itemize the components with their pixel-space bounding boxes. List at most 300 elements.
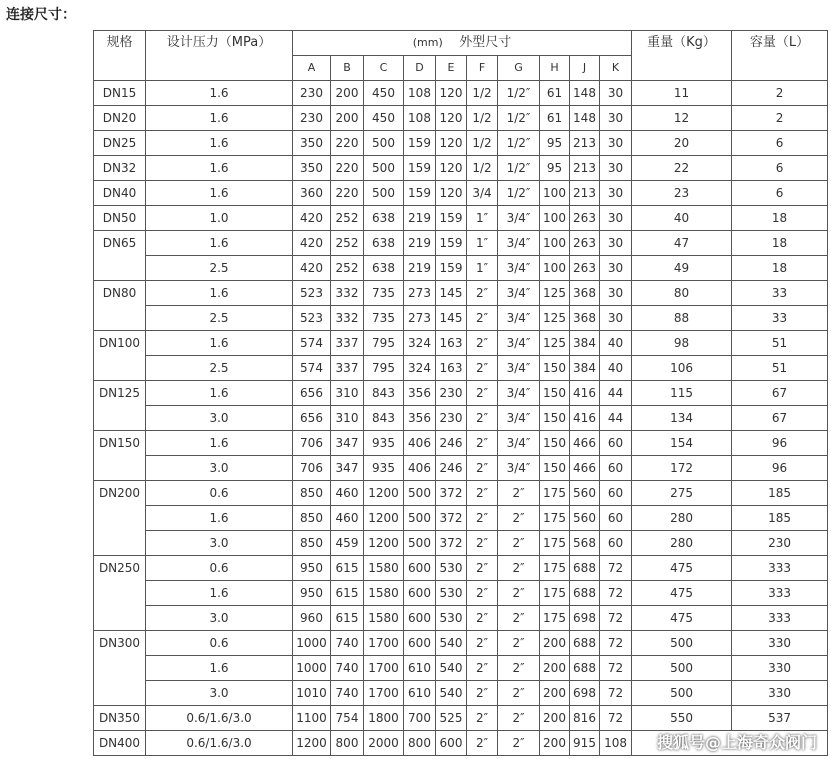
table-cell: 1/2″ [498,81,540,106]
table-cell: 843 [364,406,404,431]
table-cell: 280 [632,531,732,556]
table-cell: 23 [632,181,732,206]
table-cell: 500 [632,631,732,656]
table-cell: 656 [293,381,331,406]
header-dim-e: E [436,56,467,81]
table-cell: 185 [732,506,828,531]
table-cell: 372 [436,481,467,506]
table-cell: 200 [331,106,364,131]
table-cell: 475 [632,606,732,631]
table-row [94,306,828,331]
table-cell: 610 [404,681,436,706]
table-cell: 324 [404,331,436,356]
table-cell: 172 [632,456,732,481]
table-cell: 150 [540,406,570,431]
table-cell: 219 [404,256,436,281]
table-cell: 6 [732,181,828,206]
table-cell: 273 [404,281,436,306]
table-cell: 420 [293,256,331,281]
table-cell: 500 [364,131,404,156]
table-cell: 1.6 [146,431,293,456]
table-cell: 185 [732,481,828,506]
table-cell: 12 [632,106,732,131]
table-cell: 688 [570,656,600,681]
table-cell: 72 [600,631,632,656]
table-row [94,106,828,131]
table-cell: 2″ [467,381,498,406]
table-cell: 175 [540,506,570,531]
table-cell: 2″ [467,731,498,756]
table-cell: 330 [732,631,828,656]
table-cell: 148 [570,81,600,106]
table-cell: 1.6 [146,156,293,181]
table-cell: 3/4″ [498,281,540,306]
table-cell: 0.6 [146,556,293,581]
table-cell: 330 [732,681,828,706]
table-cell: 230 [293,81,331,106]
table-cell: 466 [570,456,600,481]
table-cell: 175 [540,556,570,581]
table-cell: 1.6 [146,581,293,606]
table-row [94,356,828,381]
table-cell: 740 [331,631,364,656]
spec-cell: DN350 [94,706,146,731]
table-cell: 154 [632,431,732,456]
table-cell: 2″ [498,631,540,656]
table-cell: 18 [732,231,828,256]
table-cell: 574 [293,331,331,356]
table-cell: 30 [600,281,632,306]
table-cell: 2″ [467,681,498,706]
table-cell: 120 [436,81,467,106]
table-cell: 20 [632,131,732,156]
table-cell: 3.0 [146,406,293,431]
spec-cell: DN250 [94,556,146,631]
table-row [94,406,828,431]
table-row [94,581,828,606]
table-cell: 735 [364,281,404,306]
table-cell: 2000 [364,731,404,756]
table-cell: 698 [570,681,600,706]
table-cell: 530 [436,556,467,581]
table-cell: 96 [732,456,828,481]
table-cell: 1580 [364,581,404,606]
table-cell: 740 [331,656,364,681]
table-cell: 145 [436,281,467,306]
table-cell: 47 [632,231,732,256]
table-cell: 200 [540,631,570,656]
spec-cell: DN15 [94,81,146,106]
table-cell: 2.5 [146,356,293,381]
table-cell: 3/4″ [498,231,540,256]
table-cell: 30 [600,256,632,281]
table-cell: 3/4″ [498,406,540,431]
table-cell: 3/4″ [498,456,540,481]
table-cell: 6 [732,156,828,181]
table-cell: 120 [436,156,467,181]
table-cell: 220 [331,156,364,181]
table-cell: 2 [732,81,828,106]
table-cell: 40 [600,356,632,381]
table-cell: 1.6 [146,106,293,131]
table-cell: 1/2 [467,81,498,106]
table-cell: 230 [732,531,828,556]
table-cell: 2″ [467,606,498,631]
spec-cell: DN300 [94,631,146,706]
table-cell: 2″ [498,681,540,706]
table-cell: 416 [570,406,600,431]
table-cell: 540 [436,656,467,681]
table-cell: 230 [436,406,467,431]
table-cell: 475 [632,556,732,581]
table-cell: 61 [540,106,570,131]
table-row [94,631,828,656]
table-cell: 219 [404,231,436,256]
table-cell: 843 [364,381,404,406]
table-row [94,456,828,481]
table-cell: 372 [436,531,467,556]
spec-cell: DN200 [94,481,146,556]
table-cell: 574 [293,356,331,381]
spec-cell: DN400 [94,731,146,756]
table-cell: 2″ [467,306,498,331]
table-cell: 500 [404,481,436,506]
spec-cell: DN100 [94,331,146,381]
table-cell: 460 [331,481,364,506]
table-cell: 72 [600,556,632,581]
table-cell: 1.0 [146,206,293,231]
table-cell: 2″ [467,331,498,356]
table-cell: 1700 [364,631,404,656]
table-cell: 246 [436,456,467,481]
table-cell: 466 [570,431,600,456]
table-cell: 500 [632,656,732,681]
table-cell: 252 [331,206,364,231]
table-cell: 406 [404,431,436,456]
header-row-1 [94,31,828,56]
table-cell: 30 [600,206,632,231]
table-cell: 3/4″ [498,206,540,231]
table-cell: 450 [364,106,404,131]
table-cell: 125 [540,306,570,331]
table-cell: 200 [540,656,570,681]
table-cell: 347 [331,456,364,481]
table-cell: 1580 [364,606,404,631]
watermark: 搜狐号@上海奇众阀门 [656,733,817,752]
table-cell: 2″ [498,706,540,731]
table-cell: 1000 [293,656,331,681]
table-cell: 1/2″ [498,106,540,131]
table-cell: 0.6/1.6/3.0 [146,706,293,731]
table-cell: 420 [293,231,331,256]
table-cell: 108 [404,81,436,106]
header-dimensions [293,31,632,56]
table-cell: 347 [331,431,364,456]
table-cell: 159 [404,131,436,156]
table-cell: 60 [600,506,632,531]
table-cell: 1.6 [146,181,293,206]
table-cell: 273 [404,306,436,331]
table-cell: 263 [570,206,600,231]
table-cell: 406 [404,456,436,481]
table-row [94,331,828,356]
table-cell: 333 [732,556,828,581]
table-cell: 638 [364,206,404,231]
table-cell: 656 [293,406,331,431]
table-cell: 460 [331,506,364,531]
table-cell: 100 [540,231,570,256]
table-cell: 3/4″ [498,306,540,331]
spec-cell: DN65 [94,231,146,281]
table-cell: 368 [570,281,600,306]
table-cell: 2″ [467,506,498,531]
table-cell: 3.0 [146,606,293,631]
header-dim-title: 外型尺寸 [459,35,512,50]
table-cell: 49 [632,256,732,281]
table-cell: 475 [632,581,732,606]
table-cell: 95 [540,131,570,156]
table-cell: 706 [293,431,331,456]
table-cell: 500 [364,181,404,206]
table-cell: 350 [293,131,331,156]
section-heading: 连接尺寸： [6,7,76,23]
header-dim-d: D [404,56,436,81]
table-cell: 100 [540,256,570,281]
header-dim-c: C [364,56,404,81]
table-cell: 1700 [364,681,404,706]
table-cell: 159 [436,206,467,231]
table-cell: 2″ [498,656,540,681]
table-cell: 372 [436,506,467,531]
table-cell: 1200 [364,506,404,531]
table-cell: 384 [570,356,600,381]
table-row [94,206,828,231]
table-cell: 1010 [293,681,331,706]
table-cell: 1.6 [146,506,293,531]
table-cell: 2 [732,106,828,131]
table-cell: 2″ [467,356,498,381]
table-cell: 33 [732,306,828,331]
header-dim-f: F [467,56,498,81]
table-cell: 219 [404,206,436,231]
table-cell: 1″ [467,206,498,231]
table-cell: 2″ [467,281,498,306]
spec-cell: DN125 [94,381,146,431]
table-cell: 2″ [467,481,498,506]
table-cell: 145 [436,306,467,331]
table-cell: 60 [600,456,632,481]
table-cell: 100 [540,181,570,206]
table-cell: 550 [632,706,732,731]
table-cell: 735 [364,306,404,331]
table-cell: 600 [404,556,436,581]
table-cell: 150 [540,381,570,406]
table-cell: 115 [632,381,732,406]
table-cell: 1/2 [467,156,498,181]
table-cell: 159 [404,156,436,181]
table-row [94,431,828,456]
table-cell: 3/4″ [498,431,540,456]
table-cell: 44 [600,406,632,431]
table-cell: 935 [364,456,404,481]
table-cell: 1.6 [146,381,293,406]
table-cell: 1″ [467,256,498,281]
table-cell: 80 [632,281,732,306]
header-dim-a: A [293,56,331,81]
spec-cell: DN50 [94,206,146,231]
table-cell: 3/4″ [498,256,540,281]
table-row [94,481,828,506]
table-cell: 1200 [364,481,404,506]
table-cell: 800 [331,731,364,756]
table-cell: 1/2 [467,131,498,156]
table-cell: 150 [540,456,570,481]
table-cell: 2″ [467,456,498,481]
table-cell: 98 [632,331,732,356]
connection-dimension-table [93,30,828,756]
table-cell: 106 [632,356,732,381]
table-cell: 324 [404,356,436,381]
table-cell: 2″ [467,581,498,606]
table-cell: 275 [632,481,732,506]
table-cell: 560 [570,481,600,506]
table-cell: 333 [732,581,828,606]
table-cell: 754 [331,706,364,731]
table-row [94,231,828,256]
table-cell: 332 [331,306,364,331]
table-cell: 960 [293,606,331,631]
table-cell: 0.6 [146,481,293,506]
table-cell: 163 [436,356,467,381]
table-cell: 615 [331,606,364,631]
table-cell: 330 [732,656,828,681]
table-cell: 125 [540,331,570,356]
table-cell: 600 [404,631,436,656]
table-cell: 30 [600,156,632,181]
table-cell: 213 [570,131,600,156]
table-cell: 350 [293,156,331,181]
table-cell: 175 [540,581,570,606]
table-row [94,281,828,306]
spec-cell: DN80 [94,281,146,331]
table-cell: 935 [364,431,404,456]
table-row [94,256,828,281]
table-cell: 1/2 [467,106,498,131]
table-cell: 850 [293,531,331,556]
table-cell: 200 [540,731,570,756]
table-cell: 915 [570,731,600,756]
table-cell: 850 [293,506,331,531]
table-cell: 500 [404,506,436,531]
table-cell: 2″ [498,581,540,606]
table-cell: 246 [436,431,467,456]
table-cell: 120 [436,131,467,156]
table-cell: 134 [632,406,732,431]
table-cell: 22 [632,156,732,181]
table-cell: 950 [293,581,331,606]
table-cell: 368 [570,306,600,331]
table-cell: 61 [540,81,570,106]
table-cell: 72 [600,706,632,731]
table-cell: 537 [732,706,828,731]
table-cell: 2″ [498,606,540,631]
table-cell: 33 [732,281,828,306]
table-cell: 795 [364,356,404,381]
table-cell: 1.6 [146,131,293,156]
table-cell: 18 [732,256,828,281]
header-dim-h: H [540,56,570,81]
spec-cell: DN32 [94,156,146,181]
table-cell: 67 [732,381,828,406]
spec-cell: DN25 [94,131,146,156]
table-cell: 252 [331,256,364,281]
table-cell: 530 [436,606,467,631]
table-cell: 420 [293,206,331,231]
table-cell: 310 [331,381,364,406]
table-cell: 1/2″ [498,156,540,181]
table-cell: 450 [364,81,404,106]
table-cell: 2″ [467,706,498,731]
table-cell: 1000 [293,631,331,656]
table-cell: 740 [331,681,364,706]
table-cell: 1100 [293,706,331,731]
table-cell: 150 [540,431,570,456]
table-cell: 175 [540,606,570,631]
table-cell: 2″ [467,656,498,681]
spec-cell: DN40 [94,181,146,206]
header-dim-j: J [570,56,600,81]
table-cell: 96 [732,431,828,456]
header-pressure: 设计压力（MPa） [146,31,293,81]
table-cell: 615 [331,581,364,606]
table-cell: 148 [570,106,600,131]
table-cell: 2″ [498,556,540,581]
table-cell: 1/2″ [498,131,540,156]
table-row [94,131,828,156]
table-cell: 120 [436,181,467,206]
table-cell: 3/4″ [498,331,540,356]
table-cell: 688 [570,631,600,656]
table-cell: 88 [632,306,732,331]
table-cell: 40 [632,206,732,231]
table-cell: 2″ [498,481,540,506]
table-cell: 220 [331,181,364,206]
table-cell: 700 [404,706,436,731]
table-cell: 459 [331,531,364,556]
table-cell: 150 [540,356,570,381]
table-cell: 108 [600,731,632,756]
table-cell: 3/4″ [498,356,540,381]
table-row [94,556,828,581]
table-row [94,506,828,531]
header-spec: 规格 [94,31,146,81]
table-cell: 1200 [293,731,331,756]
table-cell: 816 [570,706,600,731]
table-cell: 125 [540,281,570,306]
table-cell: 0.6 [146,631,293,656]
header-weight: 重量（Kg） [632,31,732,81]
table-cell: 688 [570,556,600,581]
table-cell: 1.6 [146,281,293,306]
table-cell: 2″ [498,731,540,756]
table-cell: 800 [404,731,436,756]
table-cell: 230 [293,106,331,131]
spec-cell: DN20 [94,106,146,131]
table-cell: 310 [331,406,364,431]
table-cell: 1700 [364,656,404,681]
table-cell: 698 [570,606,600,631]
table-cell: 95 [540,156,570,181]
